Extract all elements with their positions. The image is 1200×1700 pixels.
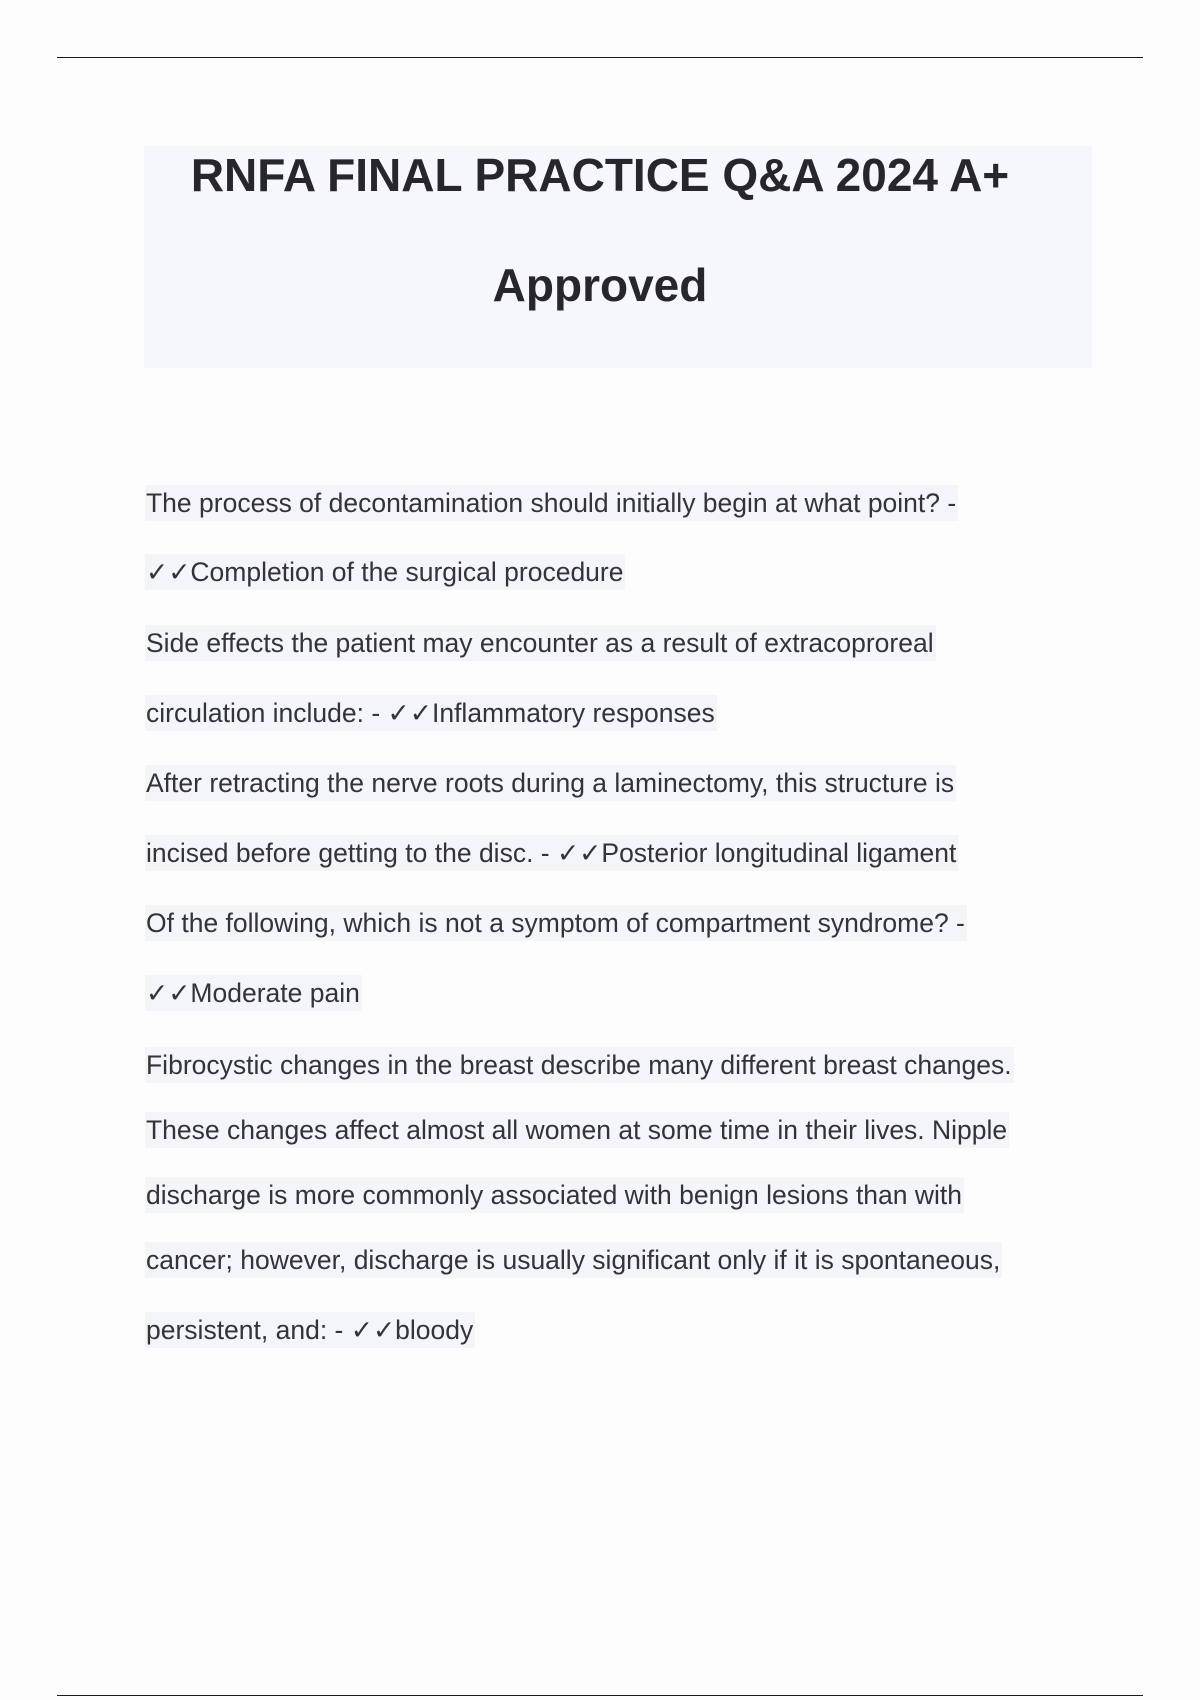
qa-question-line: The process of decontamination should initially begin at what point? - xyxy=(145,485,958,521)
document-title-line-2: Approved xyxy=(492,259,708,311)
document-title-line-1: RNFA FINAL PRACTICE Q&A 2024 A+ xyxy=(190,149,1010,201)
bottom-rule xyxy=(57,1695,1143,1696)
qa-answer-line: persistent, and: - ✓✓bloody xyxy=(145,1312,475,1348)
qa-answer-line: ✓✓Moderate pain xyxy=(145,975,362,1011)
qa-question-line: These changes affect almost all women at some time in their lives. Nipple xyxy=(145,1112,1009,1148)
qa-answer-line: circulation include: - ✓✓Inflammatory responses xyxy=(145,695,717,731)
qa-question-line: cancer; however, discharge is usually significant only if it is spontaneous, xyxy=(145,1242,1002,1278)
top-rule xyxy=(57,57,1143,58)
qa-question-line: discharge is more commonly associated with benign lesions than with xyxy=(145,1177,964,1213)
qa-answer-line: ✓✓Completion of the surgical procedure xyxy=(145,554,625,590)
qa-question-line: Side effects the patient may encounter as a result of extracoproreal xyxy=(145,625,936,661)
qa-question-line: Fibrocystic changes in the breast describe many different breast changes. xyxy=(145,1047,1014,1083)
qa-answer-line: incised before getting to the disc. - ✓✓Posterior longitudinal ligament xyxy=(145,835,958,871)
qa-question-line: Of the following, which is not a symptom of compartment syndrome? - xyxy=(145,905,967,941)
qa-question-line: After retracting the nerve roots during a laminectomy, this structure is xyxy=(145,765,956,801)
